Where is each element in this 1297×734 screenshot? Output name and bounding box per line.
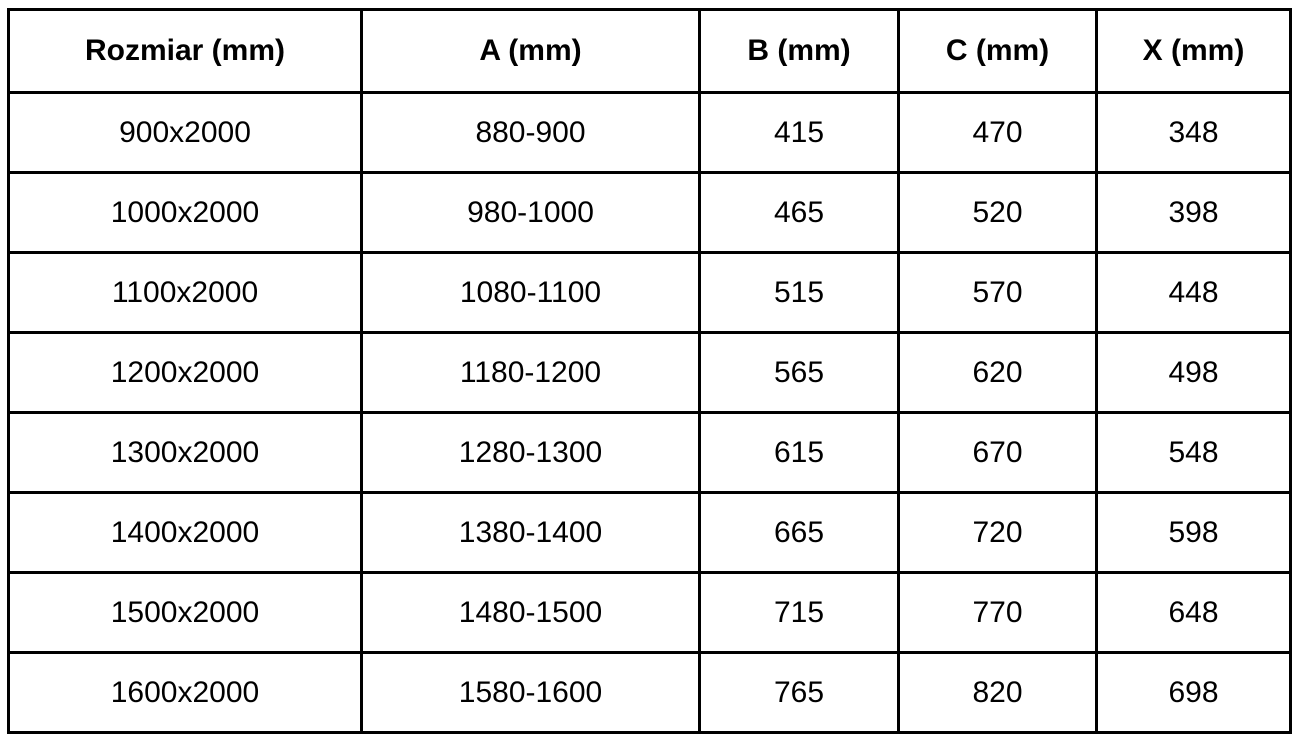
table-cell-x: 348 (1097, 93, 1291, 173)
table-cell-a: 1080-1100 (362, 253, 700, 333)
table-cell-c: 820 (899, 653, 1097, 733)
table-row (9, 173, 1291, 253)
table-cell-rozmiar: 1300x2000 (9, 413, 362, 493)
table-cell-c: 770 (899, 573, 1097, 653)
table-cell-a: 880-900 (362, 93, 700, 173)
table-cell-b: 765 (700, 653, 899, 733)
table-cell-a: 1480-1500 (362, 573, 700, 653)
table-cell-b: 565 (700, 333, 899, 413)
table-cell-x: 648 (1097, 573, 1291, 653)
column-header-x: X (mm) (1097, 10, 1291, 93)
table-row (9, 333, 1291, 413)
column-header-a: A (mm) (362, 10, 700, 93)
table-cell-a: 1580-1600 (362, 653, 700, 733)
table-cell-rozmiar: 1100x2000 (9, 253, 362, 333)
table-cell-rozmiar: 1000x2000 (9, 173, 362, 253)
table-cell-b: 615 (700, 413, 899, 493)
table-cell-b: 515 (700, 253, 899, 333)
table-cell-x: 498 (1097, 333, 1291, 413)
table-cell-x: 548 (1097, 413, 1291, 493)
table-cell-rozmiar: 1400x2000 (9, 493, 362, 573)
table-cell-c: 620 (899, 333, 1097, 413)
column-header-b: B (mm) (700, 10, 899, 93)
table-cell-rozmiar: 1500x2000 (9, 573, 362, 653)
table-row (9, 573, 1291, 653)
column-header-rozmiar: Rozmiar (mm) (9, 10, 362, 93)
table-row (9, 253, 1291, 333)
table-cell-rozmiar: 1200x2000 (9, 333, 362, 413)
table-row (9, 653, 1291, 733)
table-cell-a: 1380-1400 (362, 493, 700, 573)
table-row (9, 413, 1291, 493)
table-cell-a: 1280-1300 (362, 413, 700, 493)
table-cell-rozmiar: 900x2000 (9, 93, 362, 173)
table-cell-c: 470 (899, 93, 1097, 173)
table-cell-x: 698 (1097, 653, 1291, 733)
table-cell-x: 598 (1097, 493, 1291, 573)
table-cell-c: 720 (899, 493, 1097, 573)
size-table (7, 8, 1292, 734)
table-cell-b: 465 (700, 173, 899, 253)
table-cell-b: 415 (700, 93, 899, 173)
table-cell-c: 670 (899, 413, 1097, 493)
table-row (9, 93, 1291, 173)
table-cell-c: 520 (899, 173, 1097, 253)
table-cell-c: 570 (899, 253, 1097, 333)
table-cell-b: 715 (700, 573, 899, 653)
table-cell-a: 1180-1200 (362, 333, 700, 413)
table-cell-a: 980-1000 (362, 173, 700, 253)
table-cell-x: 448 (1097, 253, 1291, 333)
table-cell-x: 398 (1097, 173, 1291, 253)
table-header-row (9, 10, 1291, 93)
column-header-c: C (mm) (899, 10, 1097, 93)
table-row (9, 493, 1291, 573)
table-cell-rozmiar: 1600x2000 (9, 653, 362, 733)
table-cell-b: 665 (700, 493, 899, 573)
